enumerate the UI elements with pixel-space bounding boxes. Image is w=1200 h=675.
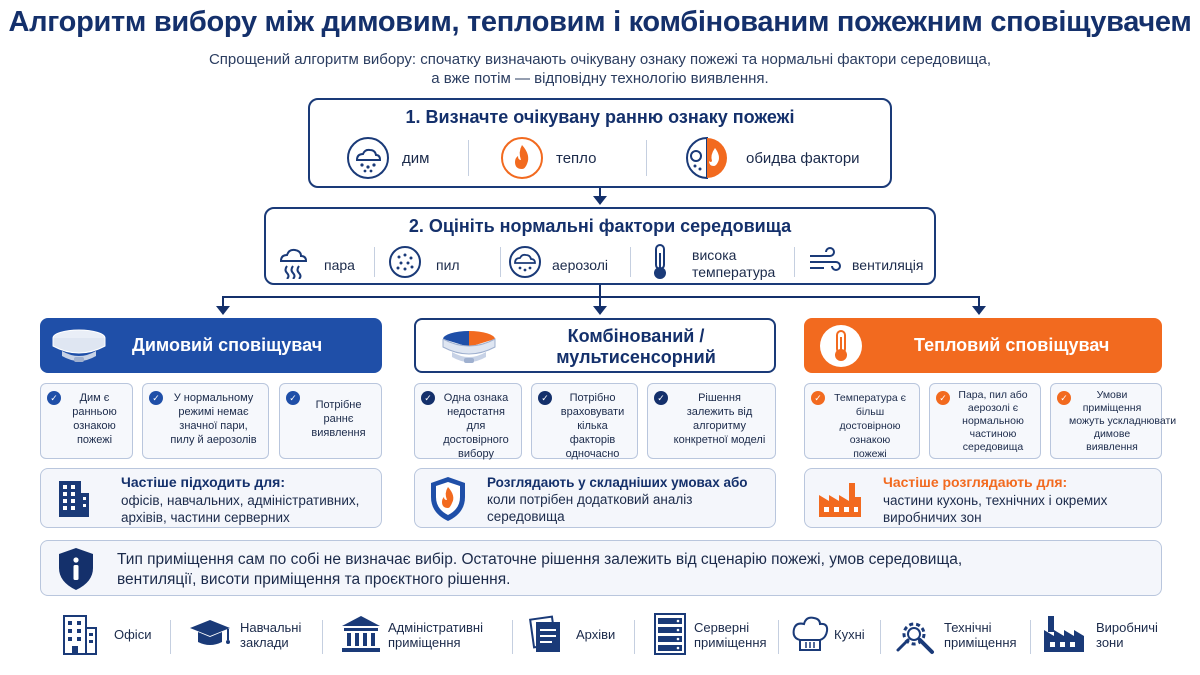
room-label [1096,620,1158,650]
combo-suitable-line-1: Розглядають у складніших умовах або [487,475,748,490]
card-line: Потрібно [569,392,616,404]
separator [374,247,375,277]
room-label [694,620,767,650]
flame-icon [500,136,544,180]
room-label-line: Адміністративні [388,620,483,635]
card-line: враховувати [560,406,625,418]
room-label [944,620,1017,650]
smoke-card-1 [40,383,133,459]
gear-wrench-icon [894,614,936,656]
smoke-card-2 [142,383,269,459]
room-label [388,620,483,650]
room-offices [56,610,166,660]
card-line: алгоритму [693,420,746,432]
subtitle-line-1: Спрощений алгоритм вибору: спочатку визначають очікувану ознаку пожежі та нормальні фактори середовища, [208,51,992,68]
smoke-cloud-icon [346,136,390,180]
room-label-line: Серверні [694,620,750,635]
smoke-suitable-box [40,468,382,528]
combined-detector-header [414,318,776,373]
card-line: Дим є [79,392,110,404]
card-line: Рішення [698,392,741,404]
card-line: Умови [1096,389,1128,401]
room-server [650,610,780,660]
arrow-head [972,306,986,316]
dust-icon [388,245,422,279]
info-note [40,540,1162,596]
room-label [114,627,151,642]
separator [634,620,635,654]
room-production [1040,610,1170,660]
combo-suitable-text [487,474,748,525]
combo-suitable-line-2: коли потрібен додатковий аналіз [487,492,693,507]
check-icon: ✓ [286,391,300,405]
card-line: нормальною [962,415,1024,427]
separator [170,620,171,654]
separator [512,620,513,654]
check-icon: ✓ [1057,391,1071,405]
heat-suitable-text [883,492,1107,526]
thermometer-icon [818,323,864,369]
room-label-line: Архіви [576,627,616,642]
archive-folders-icon [526,614,566,654]
room-label-line: Офіси [114,627,152,642]
heat-card-2 [929,383,1041,459]
server-rack-icon [652,612,688,656]
heat-suitable-line-1: частини кухонь, технічних і окремих [883,493,1108,508]
smoke-suitable-title: Частіше підходить для: [121,474,285,490]
step1-title: 1. Визначте очікувану ранню ознаку пожежі [405,107,795,127]
room-archives [526,610,626,660]
card-line: частиною [969,428,1017,440]
room-label [834,627,865,642]
card-line: вибору [458,448,494,460]
separator [778,620,779,654]
info-note-line-2: вентиляції, висоти приміщення та проєктного рішення. [117,571,511,588]
info-note-line-1: Тип приміщення сам по собі не визначає вибір. Остаточне рішення залежить від сценарію пожежі, умов середовища, [117,551,963,568]
aerosol-icon [508,245,542,279]
factory-icon [1042,614,1086,654]
step2-label-high: висока [692,247,737,263]
arrow-head [593,306,607,316]
room-kitchens [788,610,888,660]
combo-card-3 [647,383,776,459]
government-building-icon [340,614,382,654]
heat-card-3 [1050,383,1177,459]
arrow-head [593,196,607,206]
room-label-line: приміщення [944,635,1017,650]
smoke-detector-header [40,318,382,373]
page-title: Алгоритм вибору між димовим, тепловим і комбінованим пожежним сповіщувачем [8,6,1192,38]
card-line: можуть ускладнювати [1069,415,1177,427]
office-building-icon [55,479,91,519]
card-line: достовірного [443,434,509,446]
check-icon: ✓ [654,391,668,405]
combined-detector-title [516,326,756,368]
card-line: більш достовірною [839,406,901,432]
separator [646,140,647,176]
room-label-line: заклади [240,635,289,650]
card-line: У нормальному [173,392,254,404]
step1-label-smoke: дим [402,150,430,167]
smoke-detector-icon [48,324,110,368]
heat-detector-header [804,318,1162,373]
room-label-line: приміщення [388,635,461,650]
step2-label-high-temp [692,247,775,281]
room-label-line: Навчальні [240,620,302,635]
check-icon: ✓ [149,391,163,405]
card-line: пилу й аерозолів [170,434,257,446]
info-note-text [117,550,1157,590]
check-icon: ✓ [936,391,950,405]
step2-label-dust: пил [436,257,460,273]
heat-card-1 [804,383,920,459]
room-administrative [338,610,508,660]
card-line: раннє [323,413,354,425]
office-building-icon [60,612,100,656]
smoke-detector-title: Димовий сповіщувач [132,335,323,355]
steam-icon [276,245,310,279]
combo-suitable-box [414,468,776,528]
smoke-suitable-line-1: офісів, навчальних, адміністративних, [121,493,360,508]
room-technical [894,610,1024,660]
subtitle-line-2: а вже потім — відповідну технологію виявлення. [431,70,769,87]
arrow-head [216,306,230,316]
multisensor-detector-icon [438,325,500,369]
separator [468,140,469,176]
room-label-line: Виробничі [1096,620,1158,635]
step2-label-steam: пара [324,257,355,273]
step1-label-both: обидва фактори [746,150,860,167]
thermometer-icon [650,243,670,281]
room-education [186,610,316,660]
card-line: Потрібне [315,399,362,411]
room-label-line: приміщення [694,635,767,650]
smoke-suitable-line-2: архівів, частини серверних [121,510,290,525]
card-line: залежить від [686,406,753,418]
card-line: Одна ознака [443,392,509,404]
card-line: виявлення [311,427,366,439]
card-line: виявлення [1086,441,1138,453]
card-line: ознакою [73,420,116,432]
card-line: димове [1093,428,1131,440]
card-line: ранньою [72,406,117,418]
heat-suitable-box [804,468,1162,528]
separator [794,247,795,277]
check-icon: ✓ [811,391,825,405]
combo-card-2 [531,383,638,459]
combined-title-line-1: Комбінований / [567,326,705,346]
smoke-and-flame-icon [684,136,730,180]
card-line: ознакою [849,434,891,446]
combo-card-1 [414,383,522,459]
card-line: приміщення [1082,402,1142,414]
factory-icon [817,479,863,519]
arrow-branch-bar [222,296,980,298]
chef-hat-icon [790,614,830,654]
step2-box [264,207,936,285]
card-line: Температура є [834,392,906,404]
separator [500,247,501,277]
room-label [576,627,615,642]
step2-label-temperature: температура [692,264,776,280]
room-label-line: Технічні [944,620,992,635]
room-label [240,620,301,650]
step2-label-aerosol: аерозолі [552,257,609,273]
shield-flame-icon [427,475,469,523]
info-shield-icon [55,546,97,592]
check-icon: ✓ [538,391,552,405]
smoke-card-3 [279,383,382,459]
step1-box [308,98,892,188]
card-line: середовища [962,441,1024,453]
combo-suitable-line-3: середовища [487,509,565,524]
card-line: Пара, пил або [958,389,1028,401]
step1-label-heat: тепло [556,150,597,167]
smoke-suitable-text [121,492,359,526]
step2-title: 2. Оцініть нормальні фактори середовища [408,216,792,236]
card-line: недостатня для [447,406,505,432]
room-label-line: зони [1096,635,1124,650]
separator [1030,620,1031,654]
heat-suitable-title: Частіше розглядають для: [883,474,1068,490]
wind-icon [808,247,842,277]
check-icon: ✓ [421,391,435,405]
card-line: конкретної моделі [673,434,766,446]
card-line: кілька факторів [569,420,616,446]
card-line: режимі немає [178,406,249,418]
separator [880,620,881,654]
separator [630,247,631,277]
check-icon: ✓ [47,391,61,405]
card-line: аерозолі є [967,402,1019,414]
card-line: пожежі [76,434,113,446]
separator [322,620,323,654]
card-line: одночасно [565,448,620,460]
card-line: значної пари, [179,420,248,432]
graduation-cap-icon [188,616,232,652]
step2-label-ventilation: вентиляція [852,257,924,273]
page-subtitle [0,50,1200,88]
heat-detector-title: Тепловий сповіщувач [914,335,1110,355]
card-line: пожежі [853,448,887,460]
heat-suitable-line-2: виробничих зон [883,510,982,525]
combined-title-line-2: мультисенсорний [556,347,716,367]
room-label-line: Кухні [834,627,865,642]
